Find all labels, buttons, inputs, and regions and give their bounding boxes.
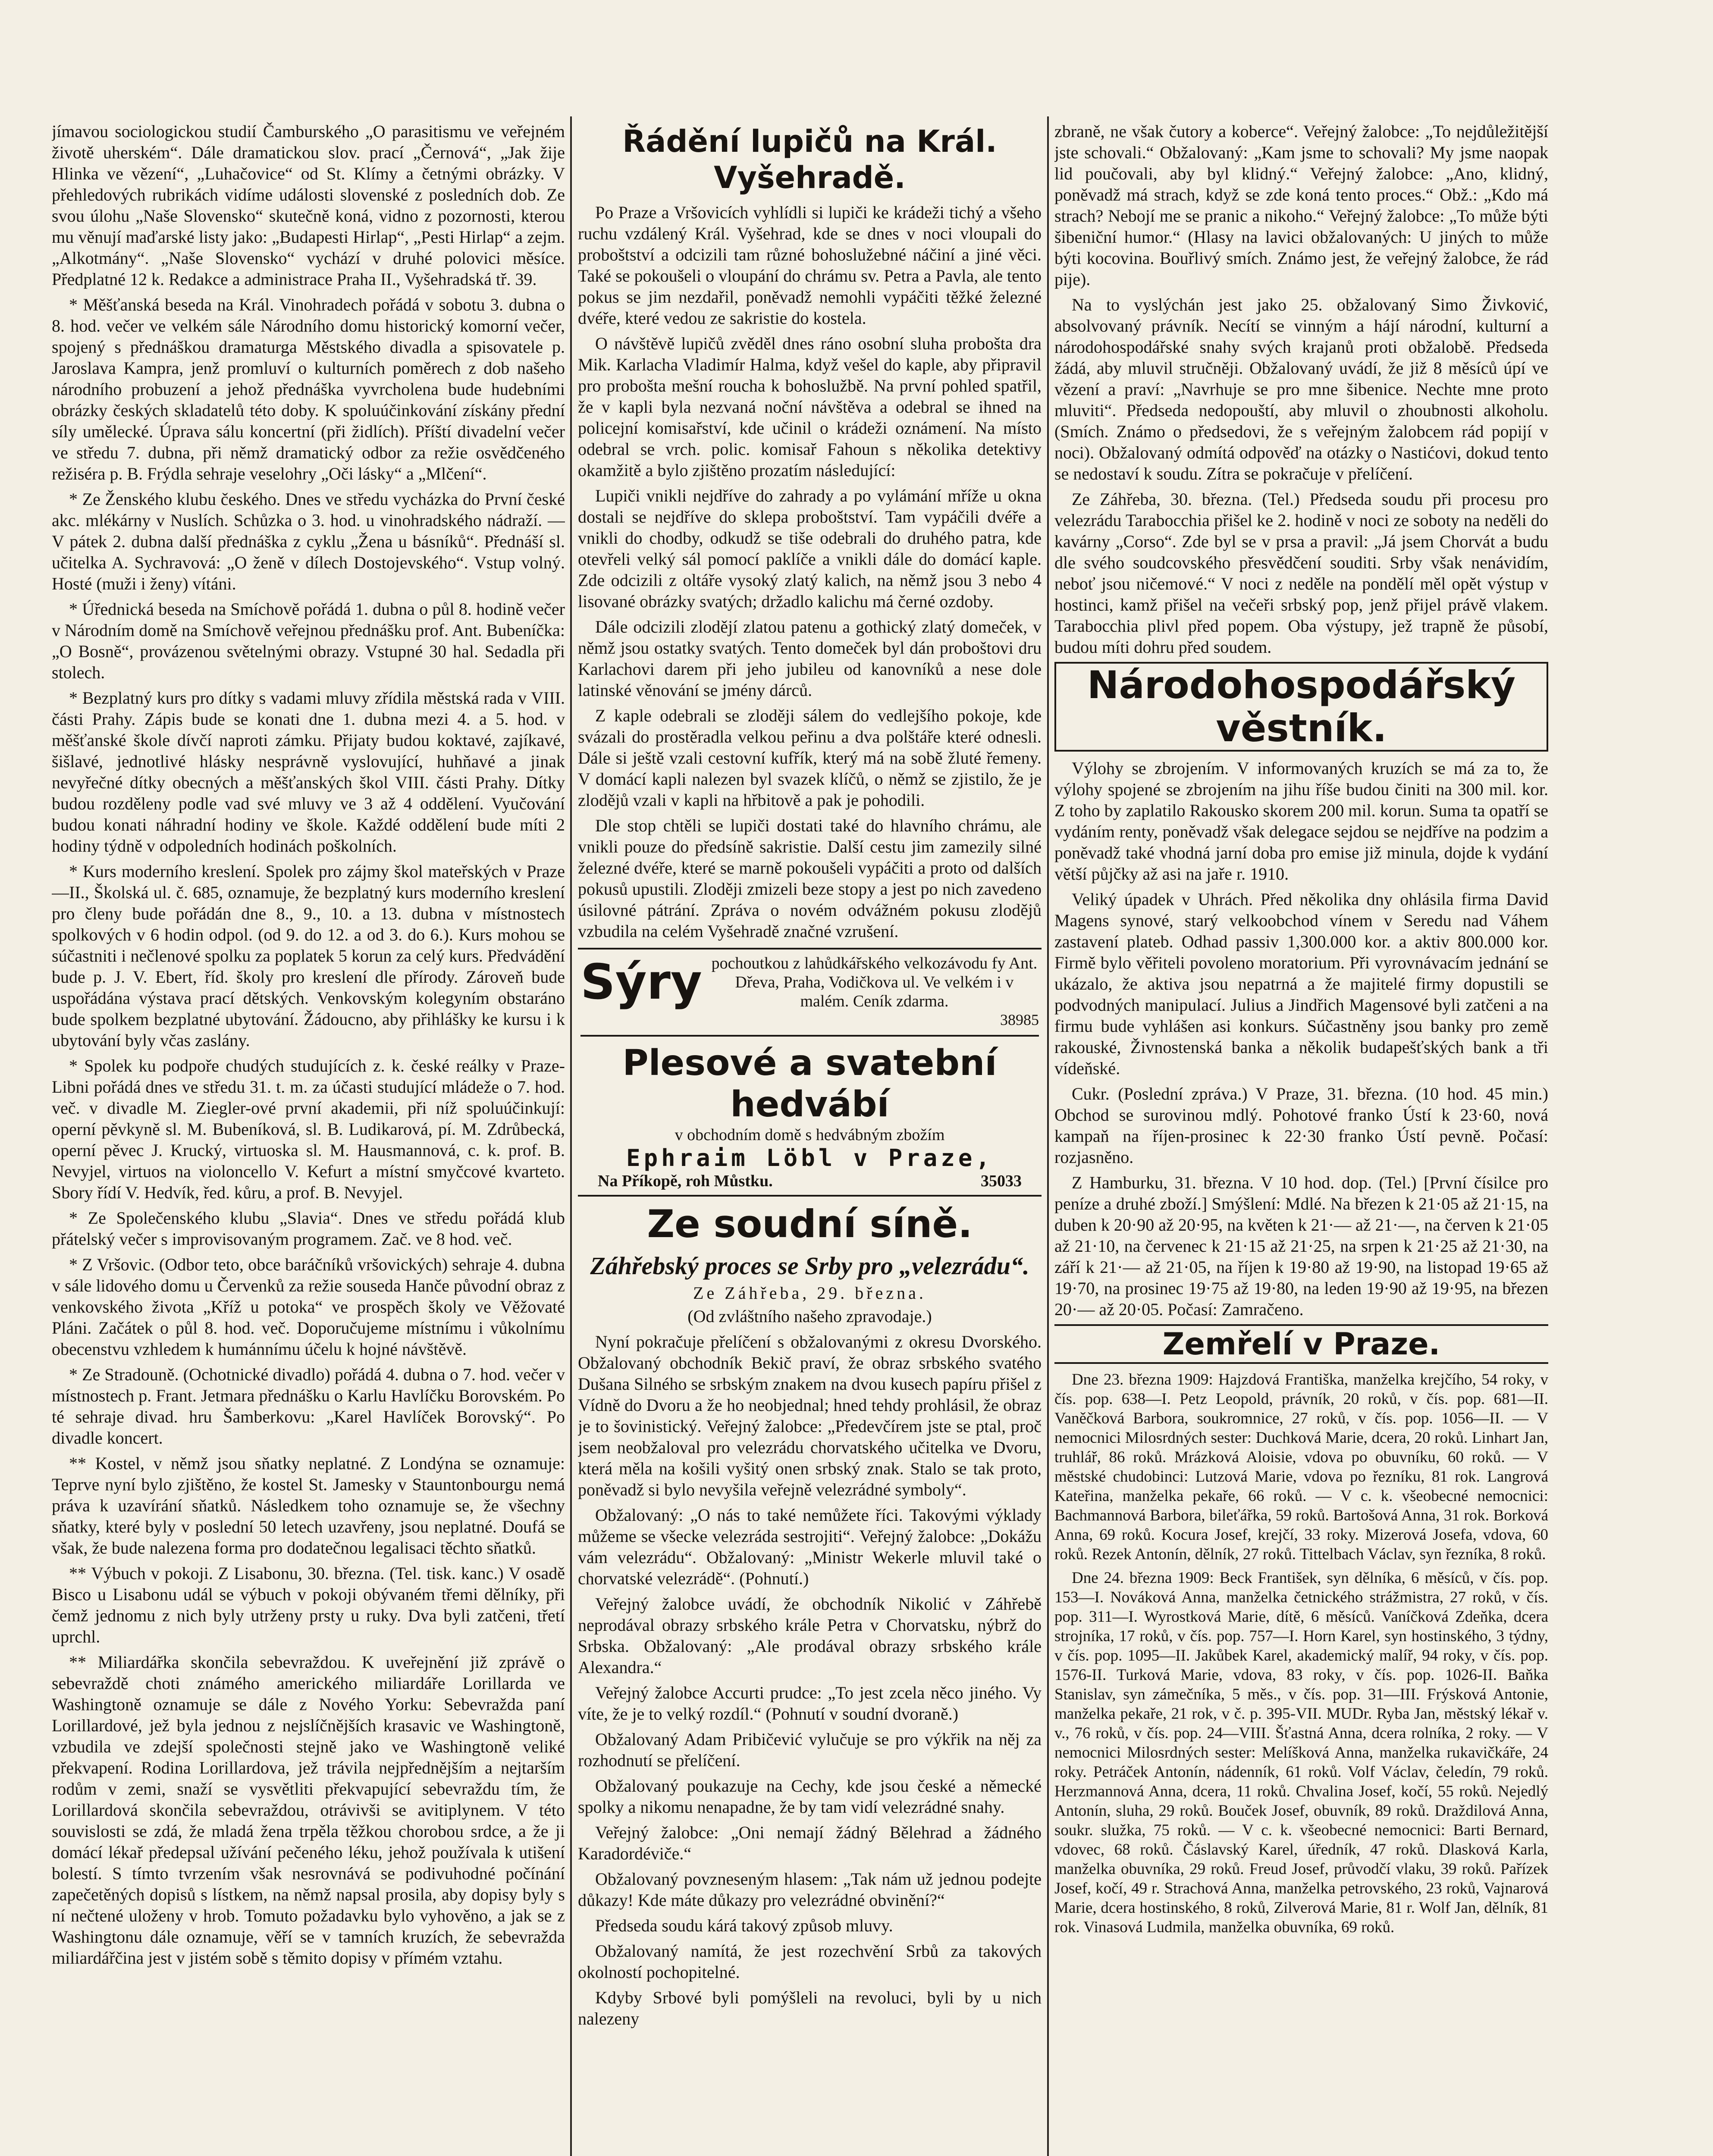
paragraph: zbraně, ne však čutory a koberce“. Veřejný žalobce: „To nejdůležitější jste schovali.“ Obžalovaný: „Kam jsme to schovali? My jsme naopak lid poučovali, aby byl klidný.“ Veřejný žalobce: „Ano, klidný, poněvadž má strach, když se zde koná tento proces.“ Obž.: „Kdo má strach? Nebojí me se pranic a nikoho.“ Veřejný žalobce: „To může býti šibeniční humor.“ (Hlasy na lavici obžalovaných: U jiných to může býti kocovina. Bouřlivý smích. Známo jest, že veřejný žalobce, že rád pije). (1054, 122, 1548, 289)
ad-headline: Plesové a svatební hedvábí (622, 1043, 997, 1125)
paragraph: * Ze Ženského klubu českého. Dnes ve středu vycházka do První české akc. mlékárny v Nuslích. Schůzka o 3. hod. u vinohradského nádraží. — V pátek 2. dubna další přednáška z cyklu „Žena u básníků“. Přednáší sl. učitelka A. Sychravová: „O ženě v dílech Dostojevského“. Vstup volný. Hosté (muži i ženy) vítáni. (52, 489, 565, 593)
paragraph: Lupiči vnikli nejdříve do zahrady a po vylámání mříže u okna dostali se nejdříve do sklepa proboštství. Tam vypáčili dvéře a vnikli do chodby, odkudž se tiše odebrali do druhého patra, kde otevřeli velký sál pomocí paklíče a vnikli dále do domácí kaple. Zde odcizili z oltáře vysoký zlatý kalich, na němž jsou 3 nebo 4 lisované obrázky svatých; držadlo kalichu má černé ozdoby. (578, 486, 1042, 611)
ad-firm-name: Ephraim Löbl v Praze, (626, 1144, 993, 1172)
paragraph: * Ze Společenského klubu „Slavia“. Dnes ve středu pořádá klub přátelský večer s improvisovaným programem. Zač. ve 8 hod. več. (52, 1208, 565, 1249)
column-rule (570, 116, 572, 2156)
paragraph: Kdyby Srbové byli pomýšleli na revoluci, byli by u nich nalezeny (578, 1988, 1042, 2028)
ad-address: Na Příkopě, roh Můstku. (598, 1172, 773, 1190)
ad-address-row (580, 1172, 1039, 1191)
paragraph: Obžalovaný Adam Pribičević vylučuje se pro výkřik na něj za rozhodnutí se přelíčení. (578, 1730, 1042, 1770)
paragraph: Z kaple odebrali se zloději sálem do vedlejšího pokoje, kde svázali do prostěradla velkou peřinu a dva polštáře které odnesli. Dále si ještě vzali cestovní kufřík, který má na sobě žluté řemeny. V domácí kapli nalezen byl svazek klíčů, o němž se zjistilo, že je zlodějů vzali v kapli na hřbitově a pak je pohodili. (578, 706, 1042, 810)
paragraph: * Bezplatný kurs pro dítky s vadami mluvy zřídila městská rada v VIII. části Prahy. Zápis bude se konati dne 1. dubna mezi 4. a 5. hod. v měšťanské škole dívčí naproti zámku. Přijaty budou koktavé, zajíkavé, šišlavé, jednotlivé hlásky nesprávně vyslovující, huhňavé a jinak nevyřečné dítky obecných a měšťanských škol VIII. části Prahy. Dítky budou rozděleny podle vad své mluvy ve 3 až 4 oddělení. Vyučování budou konati náhradní hodiny ve škole. Každé oddělení bude míti 2 hodiny týdně v odpoledních hodinách poškolních. (52, 688, 565, 856)
paragraph: Dle stop chtěli se lupiči dostati také do hlavního chrámu, ale vnikli pouze do předsíně sakristie. Další cestu jim zamezily silné železné dvéře, které se marně pokoušeli vypáčiti a proto od dalších pokusů upustili. Zloději zmizeli beze stopy a jest po nich zavedeno úsilovné pátrání. Zpráva o novém odvážném pokusu zlodějů vzbudila na celém Vyšehradě značné vzrušení. (578, 816, 1042, 941)
column-rule (1047, 116, 1049, 2156)
paragraph: ** Výbuch v pokoji. Z Lisabonu, 30. března. (Tel. tisk. kanc.) V osadě Bisco u Lisabonu udál se výbuch v pokoji obývaném třemi dělníky, při čemž jednomu z nich byly utrženy prsty u ruky. Dva byli zatčeni, třetí uprchl. (52, 1564, 565, 1646)
section-title: Zemřelí v Praze. (1054, 1324, 1548, 1364)
paragraph: * Měšťanská beseda na Král. Vinohradech pořádá v sobotu 3. dubna o 8. hod. večer ve velkém sále Národního domu historický komorní večer, spojený s přednáškou dramaturga Městského divadla a spisovatele p. Jaroslava Kampra, jenž promluví o kulturních poměrech z dob našeho národního probuzení a jehož přednáška vyvrcholena bude hudebními obrázky českých skladatelů této doby. K spoluúčinkování získány přední síly umělecké. Úprava sálu koncertní (při židlích). Příští divadelní večer ve středu 7. dubna, při němž dramatický odbor za režie osvědčeného režiséra p. B. Frýdla sehraje veselohry „Oči lásky“ a „Mlčení“. (52, 295, 565, 483)
paragraph: * Ze Stradouně. (Ochotnické divadlo) pořádá 4. dubna o 7. hod. večer v místnostech p. Frant. Jetmara přednášku o Karlu Havlíčku Borovském. Po té sehraje divad. hru Šamberkovu: „Karel Havlíček Borovský“. Po divadle koncert. (52, 1365, 565, 1448)
article-subtitle: Záhřebský proces se Srby pro „velezrádu“. (590, 1252, 1029, 1280)
advertisement-cheese (578, 948, 1042, 1197)
paragraph: * Spolek ku podpoře chudých studujících z. k. české reálky v Praze-Libni pořádá dnes ve středu 31. t. m. za účasti studující mládeže o 7. hod. več. v divadle M. Ziegler-ové první akademii, při níž spoluúčinkují: operní pěvkyně sl. M. Bubeníková, sl. B. Ludikarová, pí. M. Zdrůbecká, operní pěvec J. Krucký, virtuoska sl. M. Hausmannová, c. k. prof. B. Nevyjel, virtuos na violoncello V. Kefurt a místní smyčcové kvarteto. Sbory řídí V. Hedvík, řed. kůru, a prof. B. Nevyjel. (52, 1056, 565, 1202)
ad-text: v obchodním domě s hedvábným zbožím (675, 1126, 945, 1144)
article-title: Řádění lupičů na Král. Vyšehradě. (622, 124, 997, 195)
paragraph: Ze Záhřeba, 30. března. (Tel.) Předseda soudu při procesu pro velezrádu Tarabocchia přišel ke 2. hodině v noci ze soboty na neděli do kavárny „Corso“. Zde byl se v prsa a pravil: „Já jsem Chorvát a budu dle svého soudcovského přesvědčení souditi. Srby však nenávidím, neboť jsou ničemové.“ V noci z neděle na pondělí měl opět výstup v hostinci, kamž přišel na večeři srbský pop, jenž přijel právě vlakem. Tarabocchia plivl před popem. Oba výstupy, jež trapně že působí, budou míti dohru před soudem. (1054, 489, 1548, 657)
paragraph: Obžalovaný poukazuje na Cechy, kde jsou české a německé spolky a nikomu nenapadne, že by tam vidí velezrádné snahy. (578, 1776, 1042, 1817)
paragraph: Obžalovaný: „O nás to také nemůžete říci. Takovými výklady můžeme se všecke velezráda sestrojiti“. Veřejný žalobce: „Dokážu vám velezrádu“. Obžalovaný: „Ministr Wekerle mluvil také o chorvatské velezrádě“. (Pohnutí.) (578, 1505, 1042, 1588)
column-1 (52, 121, 565, 2156)
ad-text: pochoutkou z lahůdkářského velkozávodu fy Ant. Dřeva, Praha, Vodičkova ul. Ve velkém i v malém. Ceník zdarma. (711, 954, 1038, 1010)
column-3 (1054, 121, 1548, 2156)
paragraph: Obžalovaný namítá, že jest rozechvění Srbů za takových okolností pochopitelné. (578, 1941, 1042, 1982)
paragraph: Po Praze a Vršovicích vyhlídli si lupiči ke krádeži tichý a všeho ruchu vzdálený Král. Vyšehrad, kde se dnes v noci vloupali do proboštství a odcizili tam různé bohoslužebné náčiní a jiné věci. Také se pokoušeli o vloupání do chrámu sv. Petra a Pavla, ale tento pokus se jim nezdařil, poněvadž nemohli vypáčiti těžké železné dvéře, které vedou ze sakristie do kostela. (578, 203, 1042, 328)
paragraph: Veliký úpadek v Uhrách. Před několika dny ohlásila firma David Magens synové, starý velkoobchod vínem v Seredu nad Váhem zastavení plateb. Odhad passiv 1,300.000 kor. a aktiv 800.000 kor. Firmě bylo věřiteli povoleno moratorium. Při vyrovnávacím jednání se ukázalo, že aktiva jsou nepatrná a že majitelé firmy dopustili se podvodných manipulací. Julius a Jindřich Magensové byli zatčeni a na firmu bude vyhlášen asi konkurs. Súčastněny jsou banky pro země rakouské, Živnostenská banka a několik budapešťských bank a tři vídeňské. (1054, 890, 1548, 1078)
ad-number: 38985 (1000, 1011, 1039, 1028)
column-2 (578, 121, 1042, 2156)
paragraph: ** Kostel, v němž jsou sňatky neplatné. Z Londýna se oznamuje: Teprve nyní bylo zjištěno, že kostel St. Jamesky v Stauntonbourgu nemá práva k uzavírání sňatků. Následkem toho oznamuje se, že všechny sňatky, které byly v poslední 50 letech uzavřeny, jsou neplatné. Doufá se však, že bude nalezena forma pro dodatečnou legalisaci těchto sňatků. (52, 1454, 565, 1557)
paragraph: Cukr. (Poslední zpráva.) V Praze, 31. března. (10 hod. 45 min.) Obchod se surovinou mdlý. Pohotové franko Ústí k 23·60, nová kampaň na říjen-prosinec k 22·30 franko Ústí pevně. Počasí: rozjasněno. (1054, 1084, 1548, 1167)
paragraph: Veřejný žalobce Accurti prudce: „To jest zcela něco jiného. Vy víte, že je to velký rozdíl.“ (Pohnutí v soudní dvoraně.) (578, 1683, 1042, 1724)
paragraph: Výlohy se zbrojením. V informovaných kruzích se má za to, že výlohy spojené se zbrojením na jihu říše budou činiti na 300 mil. kor. Z toho by zaplatilo Rakousko skorem 200 mil. korun. Suma ta opatří se vydáním renty, poněvadž však delegace sejdou se nejdříve na podzim a poněvadž také vhodná jarní doba pro emise již minula, dojde k vydání větší půjčky až asi na jaře r. 1910. (1054, 758, 1548, 884)
byline: (Od zvláštního našeho zpravodaje.) (687, 1307, 932, 1326)
paragraph: Dále odcizili zlodějí zlatou patenu a gothický zlatý domeček, v němž jsou ostatky svatých. Tento domeček byl dán proboštovi dru Karlachovi darem při jeho jubileu od kanovníků a nese dole latinské věnování se jmény dárců. (578, 617, 1042, 700)
dateline: Ze Záhřeba, 29. března. (693, 1283, 926, 1303)
paragraph: Obžalovaný povzneseným hlasem: „Tak nám už jednou podejte důkazy! Kde máte důkazy pro velezrádné obvinění?“ (578, 1869, 1042, 1910)
paragraph: Dne 24. března 1909: Beck František, syn dělníka, 6 měsíců, v čís. pop. 153—I. Nováková Anna, manželka četnického strážmistra, 27 roků, v čís. pop. 311—I. Wyrostková Marie, dítě, 6 měsíců. Vaníčková Zdeňka, dcera strojníka, 17 roků, v čís. pop. 757—I. Horn Karel, syn hostinského, 3 týdny, v čís. pop. 1095—II. Jakůbek Karel, akademický malíř, 94 roky, v čís. pop. 1576-II. Turková Marie, vdova, 83 roky, v čís. pop. 1026-II. Baňka Stanislav, syn zámečníka, 5 měs., v čís. pop. 31—III. Frýsková Antonie, manželka pekaře, 21 rok, v č. p. 395-VII. MUDr. Ryba Jan, městský lékař v. v., 76 roků, v čís. pop. 24—VIII. Šťastná Anna, dcera rolníka, 2 roky. — V nemocnici Milosrdných sester: Melíšková Anna, manželka rukavičkáře, 24 roky. Petráček Antonín, nádenník, 61 roků. Volf Václav, čeledín, 79 roků. Herzmannová Anna, dcera, 11 roků. Chvalina Josef, kočí, 55 roků. Nejedlý Antonín, sluha, 29 roků. Bouček Josef, obuvník, 89 roků. Draždilová Anna, soukr. služka, 75 roků. — V c. k. všeobecné nemocnici: Barti Bernard, vdovec, 68 roků. Čáslavský Karel, úředník, 47 roků. Dlasková Karla, manželka obuvníka, 29 roků. Freud Josef, průvodčí vlaku, 39 roků. Pařízek Josef, kočí, 49 r. Strachová Anna, manželka petrovského, 23 roků, Vajnarová Marie, dcera hostinského, 8 roků, Zilverová Marie, 81 r. Wolf Jan, dělník, 81 rok. Vinasová Ludmila, manželka obuvníka, 69 roků. (1054, 1569, 1548, 1936)
ad-headline: Sýry (580, 954, 702, 1010)
paragraph: jímavou sociologickou studií Čamburského „O parasitismu ve veřejném životě uherském“. Dále dramatickou slov. prací „Černová“, „Jak žije Hlinka ve vězení“, „Luhačovice“ od St. Klímy a četnými obrázky. V přehledových rubrikách vidíme události slovenské z posledních dob. Ze svou úlohu „Naše Slovensko“ skutečně koná, vidno z pozornosti, kterou mu věnují maďarské listy jako: „Budapesti Hirlap“, „Pesti Hirlap“ a zejm. „Alkotmány“. „Naše Slovensko“ vychází v druhé polovici měsíce. Předplatné 12 k. Redakce a administrace Praha II., Vyšehradská tř. 39. (52, 122, 565, 289)
paragraph: * Kurs moderního kreslení. Spolek pro zájmy škol mateřských v Praze—II., Školská ul. č. 685, oznamuje, že bezplatný kurs moderního kreslení pro členy bude pořádán dne 8., 9., 10. a 13. dubna v místnostech spolkových v 6 hodin odpol. (od 9. do 12. a od 3. do 6.). Kurs mohou se súčastniti i nečlenové spolku za poplatek 5 korun za celý kurs. Předvádění bude p. J. V. Ebert, říd. školy pro kreslení dle přírody. Zároveň bude uspořádána výstava prací dětských. Venkovským kolegyním obstaráno bude spolkem bezplatné ubytování. Žádoucno, aby přihlášky ke kursu i k ubytování byly včas zaslány. (52, 862, 565, 1050)
paragraph: Veřejný žalobce: „Oni nemají žádný Bělehrad a žádného Karadordéviče.“ (578, 1823, 1042, 1863)
paragraph: ** Miliardářka skončila sebevraždou. K uveřejnění již zprávě o sebevraždě choti známého amerického miliardáře Lorillarda ve Washingtoně oznamuje se dále z Nového Yorku: Sebevražda paní Lorillardové, jež byla jednou z nejslíčnějších krasavic ve Washingtoně, vzbudila ve zdejší společnosti stejně jako ve Washingtoně veliké překvapení. Rodina Lorillardova, jež trávila nejpřednějším a nejtarším rodům v zemi, snaží se vysvětliti překvapující sebevraždu tím, že Lorillardová skončila sebevraždou, otrávivši se avitiplynem. V této souvislosti se zdá, že mladá žena trpěla těžkou chorobou srdce, a že ji domácí lékař předepsal užívání pečeného léku, jehož používala k utišení bolestí. S tímto tvrzením však nesrovnává se podivuhodné počínání zapečetěných dopisů s lístkem, na němž napsal prosila, aby dopisy byly s ní nečtené uloženy v hrob. Tomuto požadavku bylo vyhověno, a jak se z Washingtonu dále oznamuje, věří se v tamních kruzích, že sebevražda miliardářčina jest v jistém sobě s těmito dopisy v přímém vztahu. (52, 1652, 565, 1968)
paragraph: Na to vyslýchán jest jako 25. obžalovaný Simo Živković, absolvovaný právník. Necítí se vinným a hájí národní, kulturní a národohospodářské snahy svých krajanů proti obžalobě. Předseda žádá, aby mluvil stručněji. Obžalovaný uvádí, že již 8 měsíců úpí ve vězení a praví: „Navrhuje se pro mne šibenice. Nechte mne proto mluviti“. Předseda nedopouští, aby mluvil o zhoubnosti alkoholu. (Smích. Známo o předsedovi, že s veřejným žalobcem rád popijí v noci). Obžalovaný odmítá odpověď na otázky o Nastićovi, dokud tento se nedostaví k soudu. Zítra se pokračuje v přelíčení. (1054, 295, 1548, 483)
paragraph: * Z Vršovic. (Odbor teto, obce baráčníků vršovických) sehraje 4. dubna v sále lidového domu u Červenků za režie souseda Hanče původní obraz z venkovského života „Kříž u potoka“ ve prospěch školy ve Věžovaté Pláni. Začátek o půl 8. hod. več. Doporučujeme místnímu i vůkolnímu obecenstvu vzhledem k humánnímu účelu k hojné návštěvě. (52, 1255, 565, 1359)
section-title: Ze soudní síně. (647, 1202, 973, 1246)
section-title: Národohospodářský věstník. (1054, 662, 1548, 752)
paragraph: Z Hamburku, 31. března. V 10 hod. dop. (Tel.) [První čísilce pro peníze a druhé zboží.] Smýšlení: Mdlé. Na březen k 21·05 až 21·15, na duben k 20·90 až 20·95, na květen k 21·— až 21·—, na červen k 21·05 až 21·10, na červenec k 21·15 až 21·25, na srpen k 21·25 až 21·30, na září k 21·— až 21·05, na říjen k 19·80 až 19·90, na listopad 19·65 až 19·70, na prosinec 19·75 až 19·80, na leden 19·90 až 19·95, na březen 20·— až 20·05. Počasí: Zamračeno. (1054, 1173, 1548, 1319)
paragraph: * Úřednická beseda na Smíchově pořádá 1. dubna o půl 8. hodině večer v Národním domě na Smíchově veřejnou přednášku prof. Ant. Bubeníčka: „O Bosně“, provázenou světelnými obrazy. Vstupné 30 hal. Sedadla při stolech. (52, 599, 565, 682)
divider (580, 1035, 1039, 1037)
paragraph: Předseda soudu kárá takový způsob mluvy. (595, 1916, 893, 1935)
paragraph: Veřejný žalobce uvádí, že obchodník Nikolić v Záhřebě neprodával obrazy srbského krále Petra v Chorvatsku, nýbrž do Srbska. Obžalovaný: „Ale prodával obrazy srbského krále Alexandra.“ (578, 1594, 1042, 1677)
paragraph: O návštěvě lupičů zvěděl dnes ráno osobní sluha probošta dra Mik. Karlacha Vladimír Halma, když vešel do kaple, aby připravil pro probošta mešní roucha k bohoslužbě. Na první pohled spatřil, že v kapli byla nezvaná noční návštěva a odebral se ihned na policejní komisařství, kde učinil o krádeži oznámení. Na místo odebral se vrch. polic. komisař Fahoun s několika detektivy okamžitě a bylo zjištěno prozatím následující: (578, 334, 1042, 480)
paragraph: Dne 23. března 1909: Hajzdová Františka, manželka krejčího, 54 roky, v čís. pop. 638—I. Petz Leopold, právník, 20 roků, v čís. pop. 681—II. Vaněčková Barbora, soukromnice, 27 roků, v čís. pop. 1056—II. — V nemocnici Milosrdných sester: Duchková Marie, dcera, 20 roků. Linhart Jan, truhlář, 86 roků. Mrázková Aloisie, vdova po obuvníku, 60 roků. — V městské chudobinci: Lutzová Marie, vdova po řezníku, 81 rok. Langrová Kateřina, manželka pekaře, 66 roků. — V c. k. všeobecné nemocnici: Bachmannová Barbora, bileťářka, 59 roků. Bartošová Anna, 31 rok. Borková Anna, 69 roků. Kocura Josef, krejčí, 33 roky. Mizerová Josefa, vdova, 60 roků. Rezek Antonín, dělník, 27 roků. Tittelbach Václav, syn řezníka, 8 roků. (1054, 1371, 1548, 1563)
paragraph: Nyní pokračuje přelíčení s obžalovanými z okresu Dvorského. Obžalovaný obchodník Bekič praví, že obraz srbského svatého Dušana Silného se srbským znakem na dvou kusech papíru přišel z Vídně do Dvoru a že ho neobjednal; hned tehdy prohlásil, že obraz je to šovinistický. Veřejný žalobce: „Předevčírem jste se ptal, proč jsem neobžaloval pro velezrádu chorvatského učitelka ve Dvoru, která měla na košili vyšitý onen srbský znak. Stalo se tak proto, poněvadž si bylo nevyšila veřejně velezrádné symboly“. (578, 1332, 1042, 1499)
ad-number: 35033 (981, 1172, 1022, 1190)
